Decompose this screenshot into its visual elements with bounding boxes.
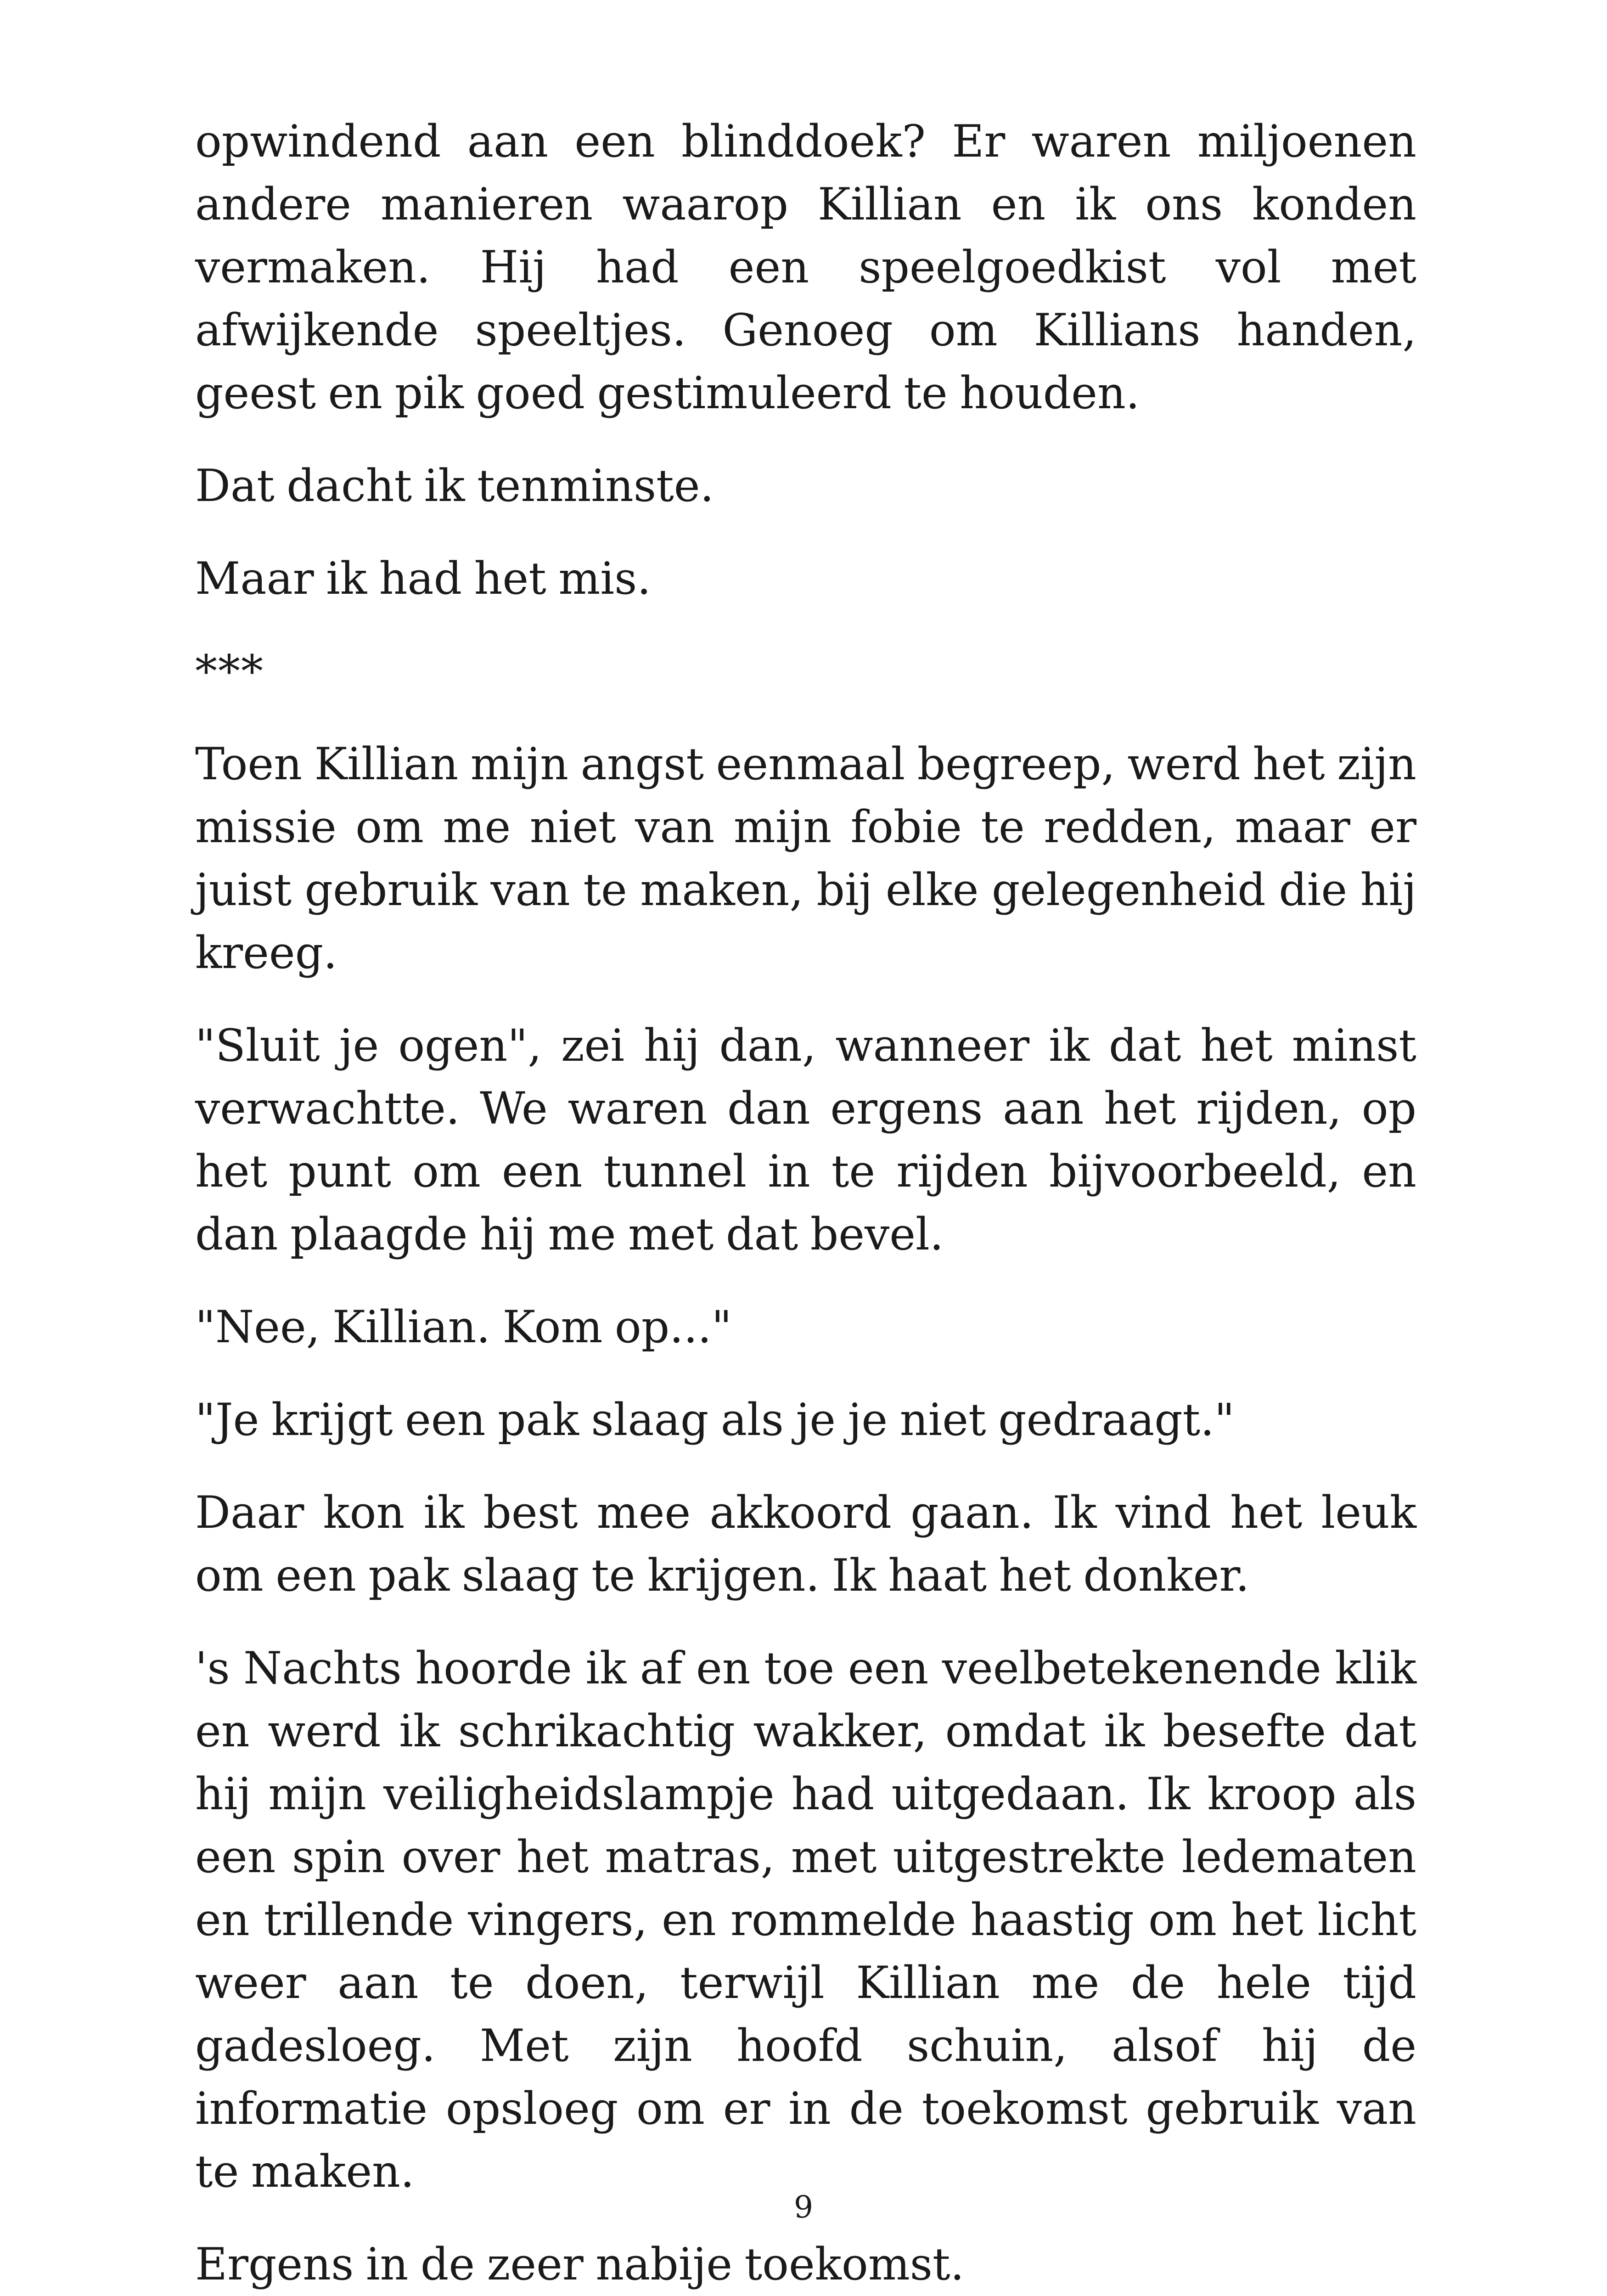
paragraph: Toen Killian mijn angst eenmaal begreep, werd het zijn missie om me niet van mijn fobie te redden, maar er juist gebruik van te maken, bij elke gelegenheid die hij kreeg. — [195, 738, 1416, 979]
page-number: 9 — [794, 2189, 813, 2225]
paragraph: "Je krijgt een pak slaag als je je niet gedraagt." — [195, 1394, 1235, 1446]
paragraph: Ergens in de zeer nabije toekomst. — [195, 2239, 965, 2290]
paragraph: Dat dacht ik tenminste. — [195, 460, 714, 512]
paragraph: Maar ik had het mis. — [195, 553, 651, 604]
paragraph: "Sluit je ogen", zei hij dan, wanneer ik dat het minst verwachtte. We waren dan ergens aan het rijden, op het punt om een tunnel in te rijden bijvoorbeeld, en dan plaagde hij me met dat bevel. — [195, 1020, 1416, 1260]
section-separator: *** — [195, 646, 264, 697]
paragraph: 's Nachts hoorde ik af en toe een veelbetekenende klik en werd ik schrikachtig wakker, omdat ik besefte dat hij mijn veiligheidslampje had uitgedaan. Ik kroop als een spin over het matras, met uitgestrekte ledematen en trillende vingers, en rommelde haastig om het licht weer aan te doen, terwijl Killian me de hele tijd gadesloeg. Met zijn hoofd schuin, alsof hij de informatie opsloeg om er in de toekomst gebruik van te maken. — [195, 1643, 1416, 2197]
paragraph: Daar kon ik best mee akkoord gaan. Ik vind het leuk om een pak slaag te krijgen. Ik haat het donker. — [195, 1487, 1416, 1601]
body-text — [195, 110, 1416, 2296]
paragraph: opwindend aan een blinddoek? Er waren miljoenen andere manieren waarop Killian en ik ons konden vermaken. Hij had een speelgoedkist vol met afwijkende speeltjes. Genoeg om Killians handen, geest en pik goed gestimuleerd te houden. — [195, 116, 1416, 419]
paragraph: "Nee, Killian. Kom op..." — [195, 1301, 732, 1353]
